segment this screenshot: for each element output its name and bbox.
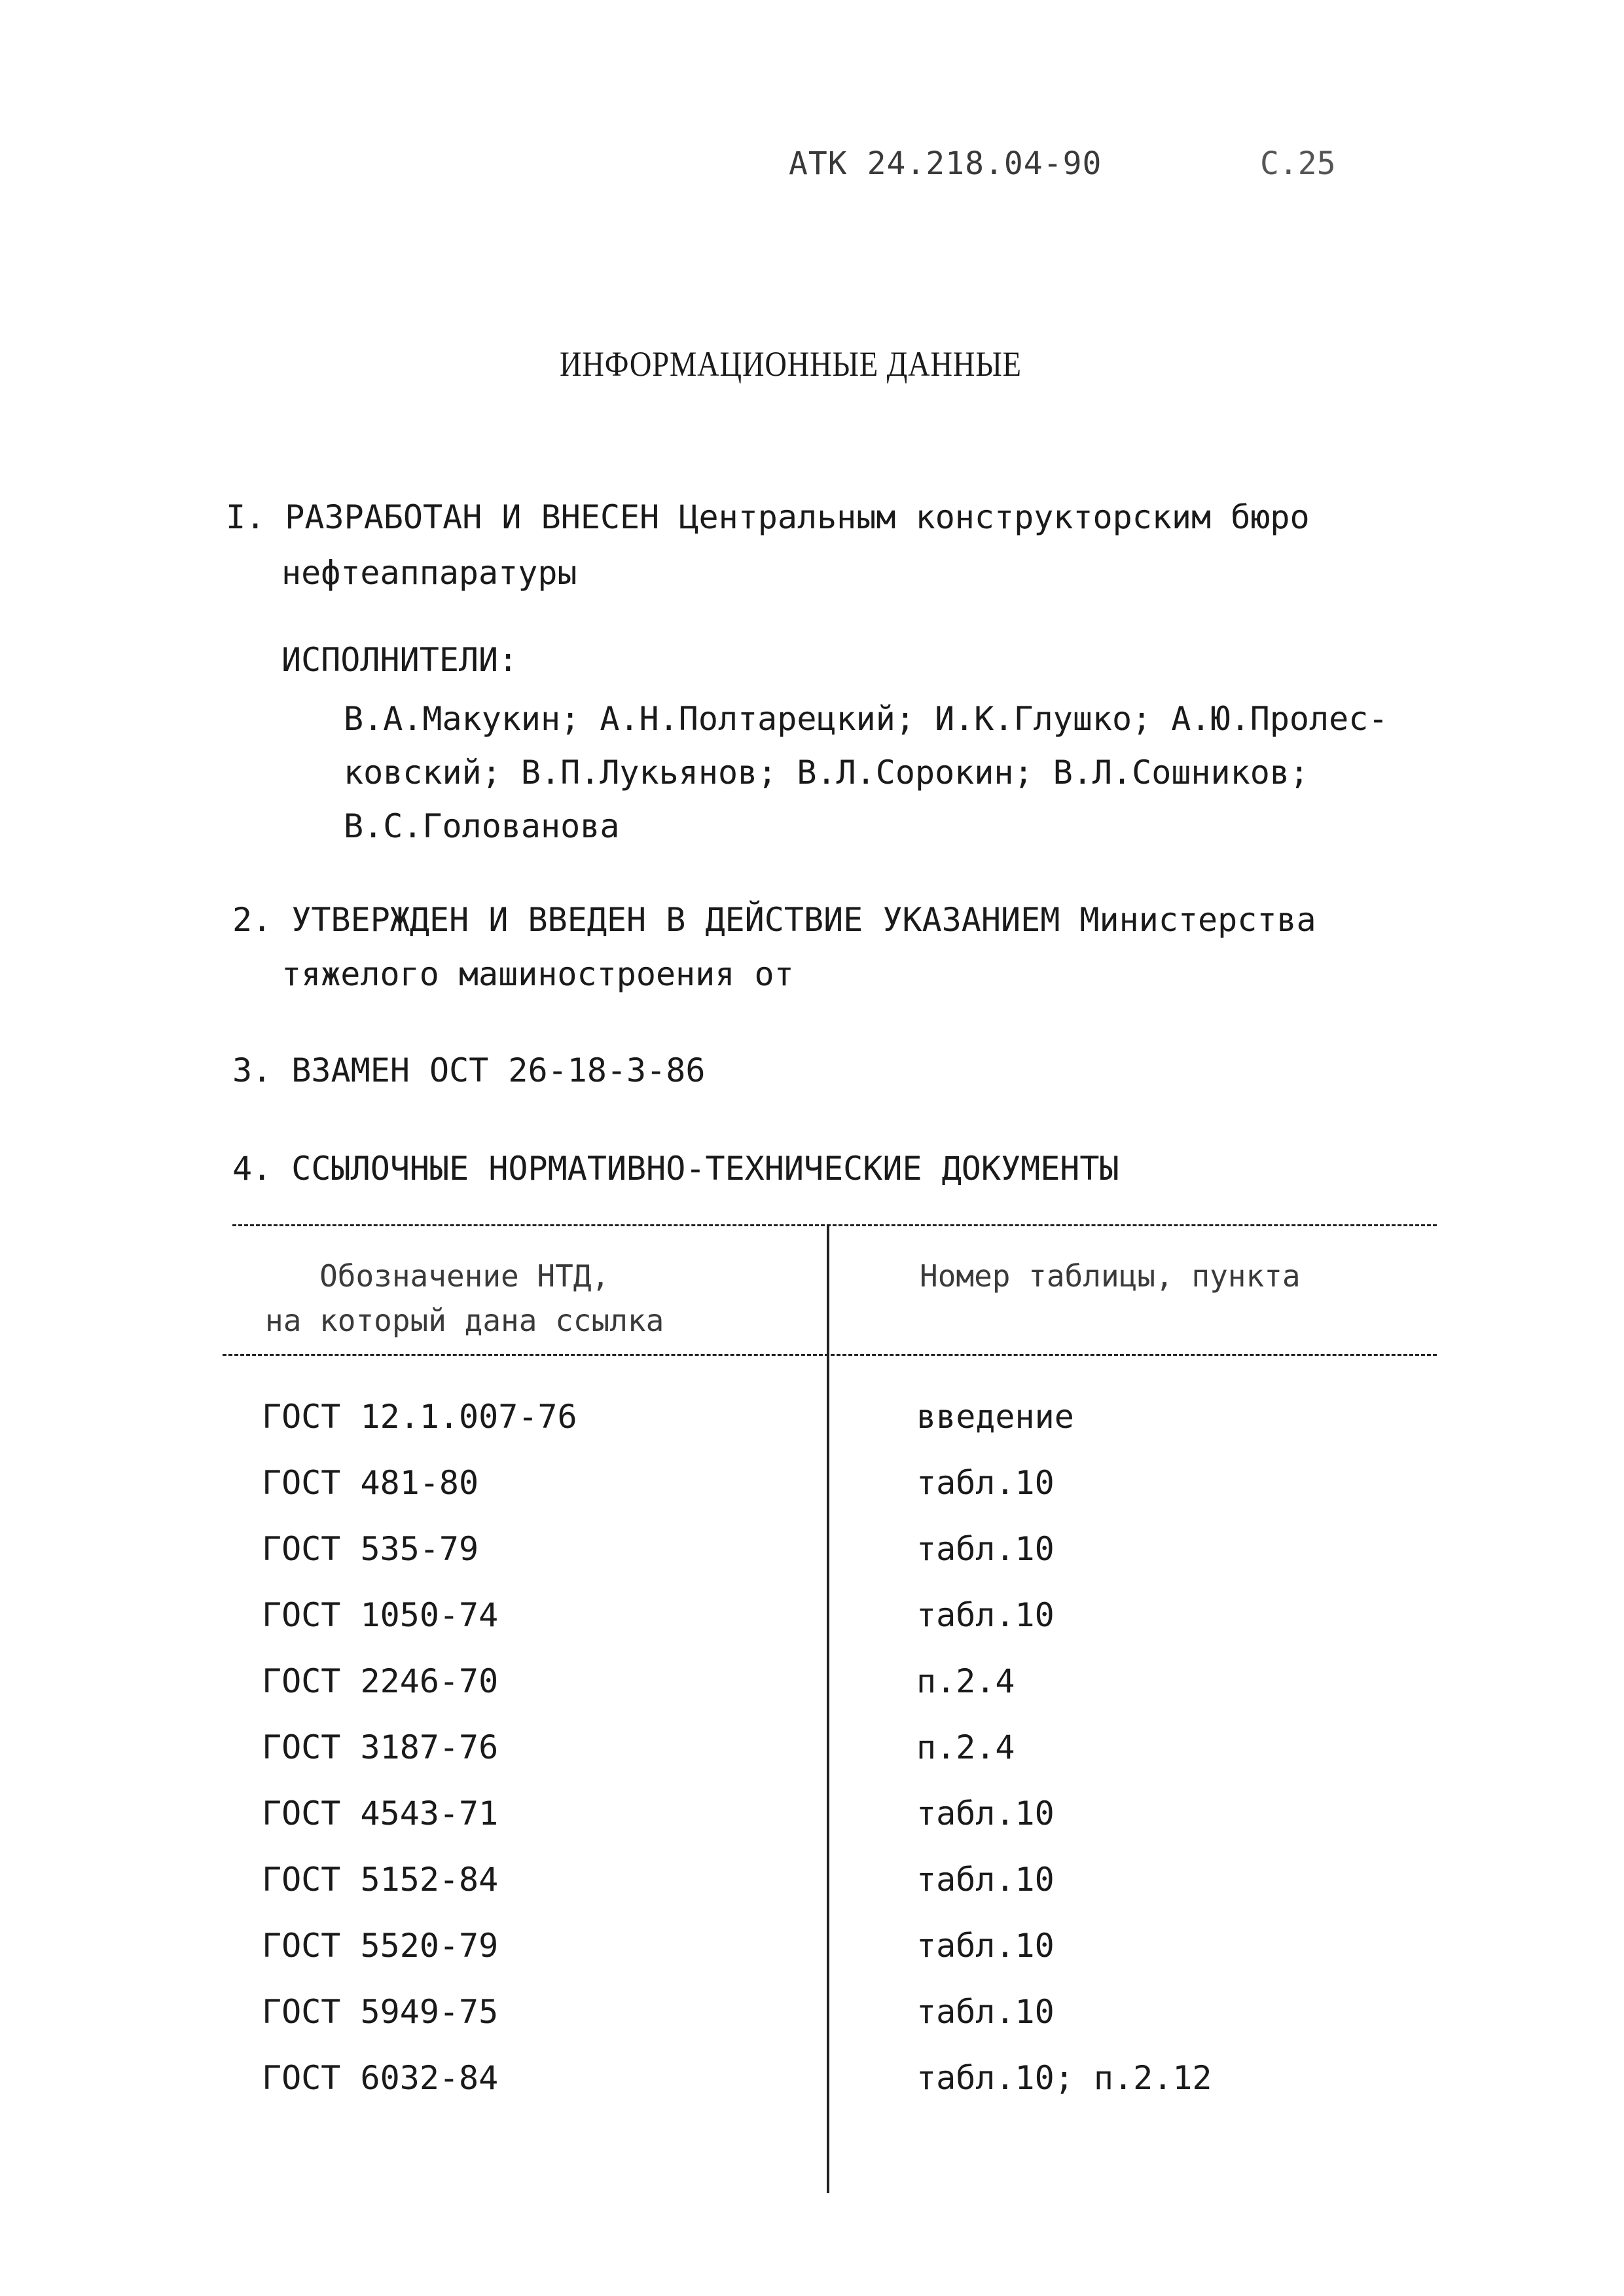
executors-line-2: ковский; В.П.Лукьянов; В.Л.Сорокин; В.Л.Сошников; — [344, 754, 1310, 792]
table-header-document-line2: на который дана ссылка — [265, 1303, 664, 1338]
table-row — [262, 1993, 1434, 2059]
reference-document: ГОСТ 5949-75 — [262, 1993, 499, 2031]
reference-location: табл.10 — [916, 1993, 1055, 2031]
reference-location: табл.10 — [916, 1596, 1055, 1634]
section-4-references-heading: 4. ССЫЛОЧНЫЕ НОРМАТИВНО-ТЕХНИЧЕСКИЕ ДОКУМЕНТЫ — [232, 1150, 1119, 1188]
reference-location: табл.10 — [916, 1927, 1055, 1965]
reference-document: ГОСТ 481-80 — [262, 1464, 479, 1502]
table-header-location: Номер таблицы, пункта — [920, 1258, 1301, 1294]
table-header-document — [265, 1254, 664, 1343]
reference-document: ГОСТ 5520-79 — [262, 1927, 499, 1965]
reference-location: введение — [916, 1398, 1074, 1436]
references-table — [262, 1398, 1434, 2125]
table-row — [262, 1861, 1434, 1927]
reference-location: п.2.4 — [916, 1728, 1015, 1766]
executors-line-3: В.С.Голованова — [344, 807, 620, 845]
reference-location: табл.10 — [916, 1464, 1055, 1502]
table-row — [262, 2059, 1434, 2125]
reference-document: ГОСТ 12.1.007-76 — [262, 1398, 577, 1436]
section-3-replaces: 3. ВЗАМЕН ОСТ 26-18-3-86 — [232, 1051, 706, 1089]
executors-line-1: В.А.Макукин; А.Н.Полтарецкий; И.К.Глушко; А.Ю.Пролес- — [344, 700, 1388, 738]
table-row — [262, 1795, 1434, 1861]
reference-document: ГОСТ 5152-84 — [262, 1861, 499, 1899]
executors-label: ИСПОЛНИТЕЛИ: — [281, 641, 518, 679]
reference-location: п.2.4 — [916, 1662, 1015, 1700]
table-row — [262, 1530, 1434, 1596]
reference-location: табл.10; п.2.12 — [916, 2059, 1212, 2097]
reference-document: ГОСТ 2246-70 — [262, 1662, 499, 1700]
reference-document: ГОСТ 4543-71 — [262, 1795, 499, 1832]
reference-location: табл.10 — [916, 1530, 1055, 1568]
section-2-approval-line1: 2. УТВЕРЖДЕН И ВВЕДЕН В ДЕЙСТВИЕ УКАЗАНИЕМ Министерства — [232, 901, 1316, 939]
table-row — [262, 1927, 1434, 1993]
table-row — [262, 1398, 1434, 1464]
page-title: ИНФОРМАЦИОННЫЕ ДАННЫЕ — [560, 344, 1022, 384]
reference-document: ГОСТ 1050-74 — [262, 1596, 499, 1634]
section-1-developer-line1: I. РАЗРАБОТАН И ВНЕСЕН Центральным конструкторским бюро — [226, 498, 1310, 536]
reference-document: ГОСТ 6032-84 — [262, 2059, 499, 2097]
reference-location: табл.10 — [916, 1861, 1055, 1899]
table-row — [262, 1662, 1434, 1728]
page-number: С.25 — [1260, 145, 1336, 182]
table-row — [262, 1464, 1434, 1530]
section-1-developer-line2: нефтеаппаратуры — [281, 554, 577, 592]
table-row — [262, 1728, 1434, 1795]
table-top-rule — [232, 1224, 1437, 1226]
reference-document: ГОСТ 535-79 — [262, 1530, 479, 1568]
section-2-approval-line2: тяжелого машиностроения от — [281, 955, 794, 993]
table-header-rule — [223, 1354, 1437, 1356]
reference-document: ГОСТ 3187-76 — [262, 1728, 499, 1766]
table-header-document-line1: Обозначение НТД, — [319, 1258, 610, 1294]
document-code: АТК 24.218.04-90 — [789, 145, 1102, 182]
reference-location: табл.10 — [916, 1795, 1055, 1832]
table-row — [262, 1596, 1434, 1662]
